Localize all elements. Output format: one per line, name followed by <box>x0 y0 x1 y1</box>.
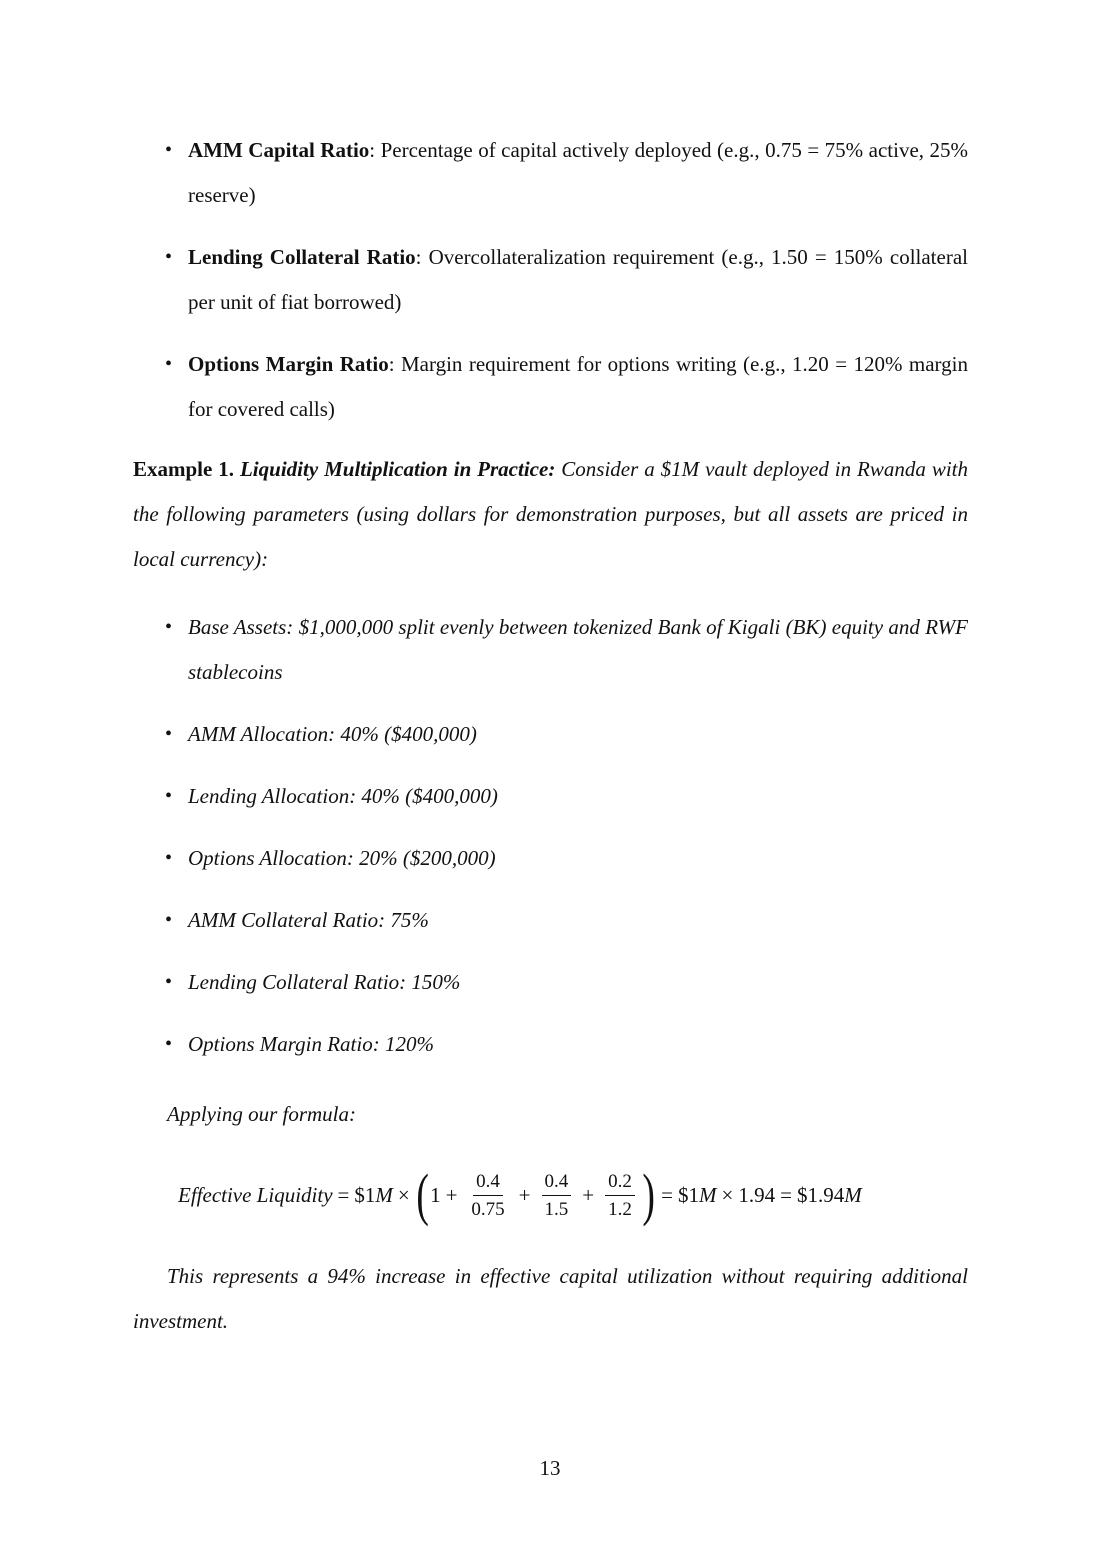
example-parameters-list <box>165 605 968 1084</box>
fraction-options: $\frac{0.2}{1.2}$ <box>605 1172 635 1219</box>
fraction-lending: $\frac{0.4}{1.5}$ <box>542 1172 572 1219</box>
bullet-icon: • <box>165 246 173 268</box>
definition-term: Lending Collateral Ratio <box>188 245 416 269</box>
bullet-icon: • <box>165 847 173 869</box>
definition-term: AMM Capital Ratio <box>188 138 370 162</box>
right-paren: ) <box>642 1162 655 1227</box>
list-item: • Options Allocation: 20% ($200,000) <box>165 836 968 881</box>
list-item: • AMM Allocation: 40% ($400,000) <box>165 712 968 757</box>
effective-liquidity-formula: Effective Liquidity = $1 M × ( 1 + $\frac{0.4}{0.75}$ + $\frac{0.4}{1.5}$ + $\frac{0.2}{1.2}$ ) = $1 M × 1.94 = $1.94 M <box>178 1162 862 1227</box>
example-body: Consider a $1M vault deployed in Rwanda with the following parameters (using dollars for demonstration purposes, but all assets are priced in local currency): <box>133 457 969 571</box>
definition-term: Options Margin Ratio <box>188 352 389 376</box>
list-item: • Base Assets: $1,000,000 split evenly between tokenized Bank of Kigali (BK) equity and RWF stablecoins <box>165 605 968 695</box>
conclusion-paragraph: This represents a 94% increase in effective capital utilization without requiring additional investment. <box>133 1264 968 1333</box>
definition-text: Overcollateralization requirement (e.g., 1.50 = 150% collateral per unit of fiat borrowed) <box>188 245 968 314</box>
definition-item-lending-collateral-ratio: • Lending Collateral Ratio: Overcollateralization requirement (e.g., 1.50 = 150% collateral per unit of fiat borrowed) <box>165 235 968 325</box>
example-label: Example 1. <box>133 457 235 481</box>
list-item: • Lending Allocation: 40% ($400,000) <box>165 774 968 819</box>
applying-formula-text: Applying our formula: <box>167 1102 356 1126</box>
bullet-icon: • <box>165 723 173 745</box>
bullet-icon: • <box>165 353 173 375</box>
bullet-icon: • <box>165 971 173 993</box>
bullet-icon: • <box>165 1033 173 1055</box>
list-item: • Lending Collateral Ratio: 150% <box>165 960 968 1005</box>
fraction-amm: $\frac{0.4}{0.75}$ <box>471 1170 505 1220</box>
bullet-icon: • <box>165 616 173 638</box>
bullet-icon: • <box>165 139 173 161</box>
page-number: 13 <box>539 1456 561 1480</box>
definition-item-amm-capital-ratio: • AMM Capital Ratio: Percentage of capital actively deployed (e.g., 0.75 = 75% active, 25% reserve) <box>165 128 968 218</box>
definition-item-options-margin-ratio: • Options Margin Ratio: Margin requirement for options writing (e.g., 1.20 = 120% margin for covered calls) <box>165 342 968 432</box>
bullet-icon: • <box>165 909 173 931</box>
list-item: • AMM Collateral Ratio: 75% <box>165 898 968 943</box>
example-paragraph <box>133 447 968 582</box>
formula-lhs: Effective Liquidity <box>178 1182 333 1207</box>
example-title: Liquidity Multiplication in Practice: <box>239 457 556 481</box>
definition-text: Margin requirement for options writing (e.g., 1.20 = 120% margin for covered calls) <box>188 352 969 421</box>
list-item: • Options Margin Ratio: 120% <box>165 1022 968 1067</box>
definition-text: Percentage of capital actively deployed (e.g., 0.75 = 75% active, 25% reserve) <box>188 138 968 207</box>
left-paren: ( <box>416 1162 429 1227</box>
formula-result: $1.94 <box>796 1182 845 1207</box>
ratio-definitions-list <box>165 128 968 449</box>
bullet-icon: • <box>165 785 173 807</box>
